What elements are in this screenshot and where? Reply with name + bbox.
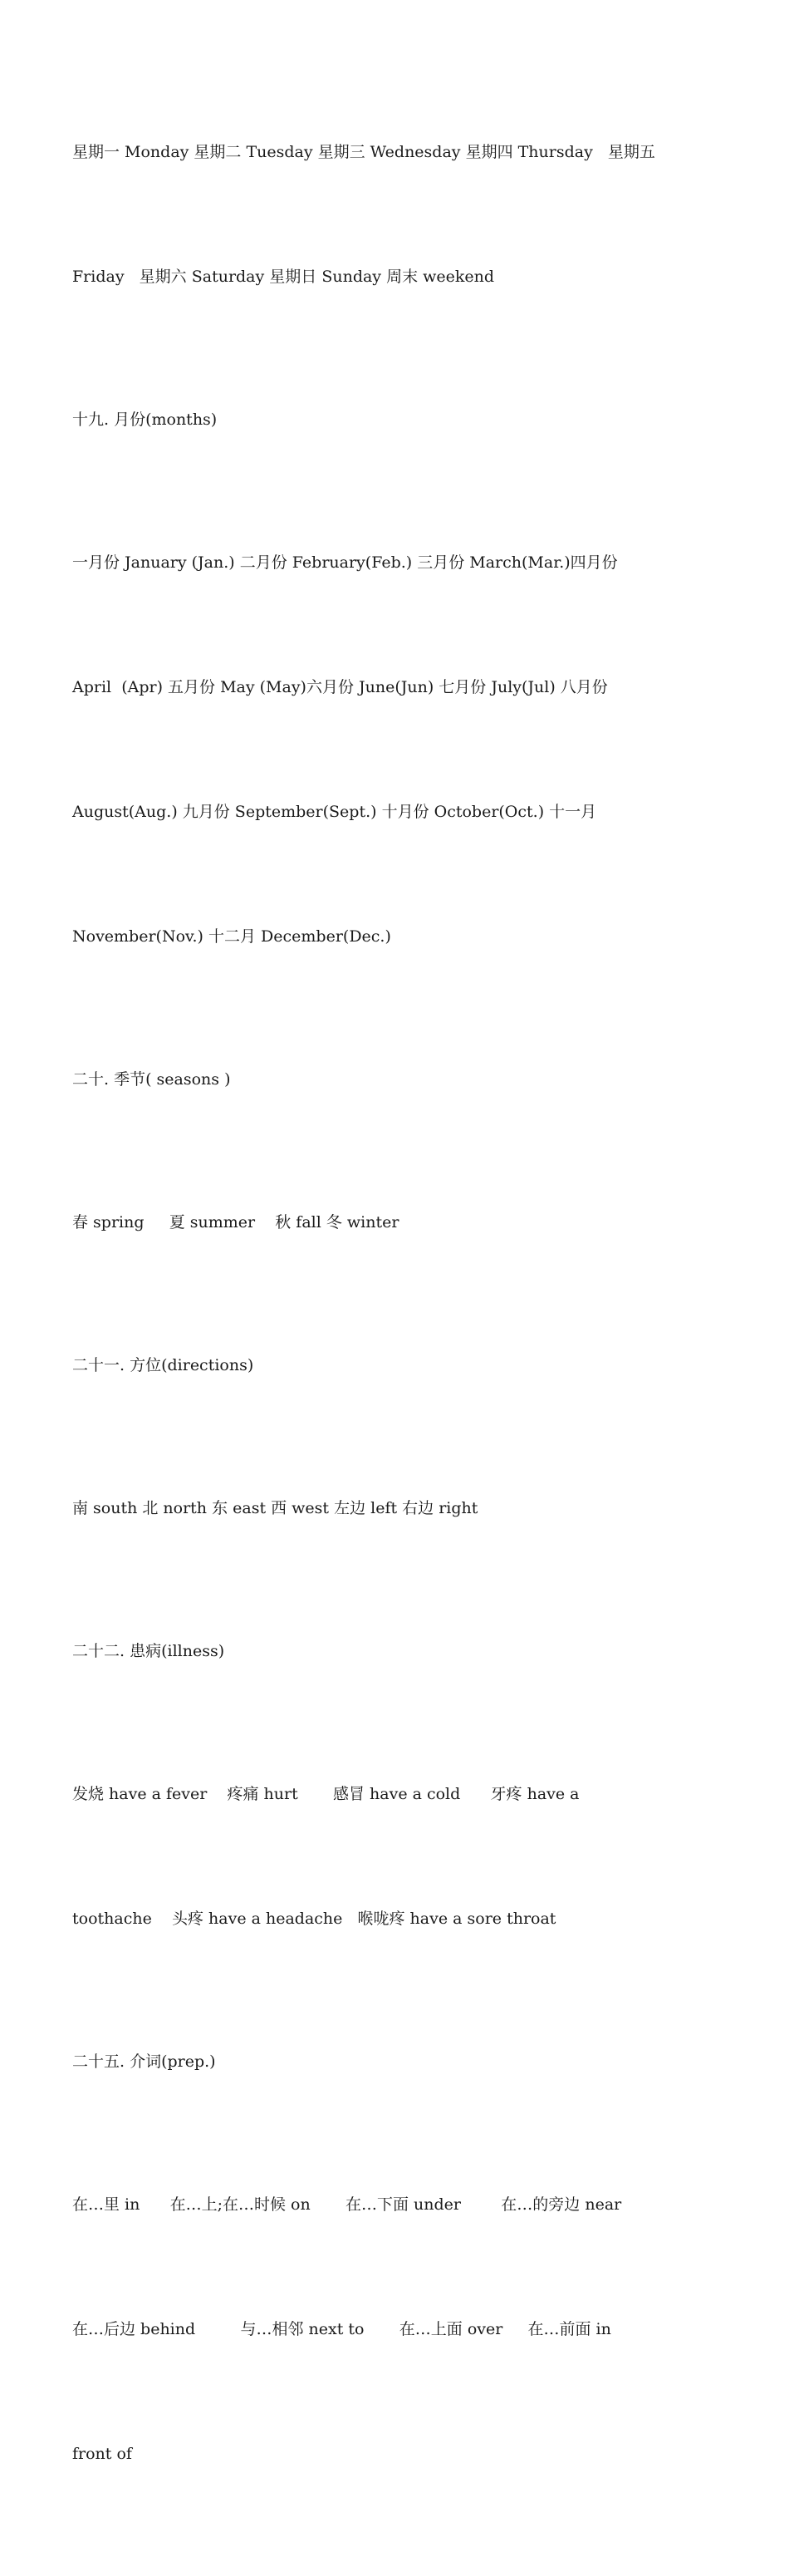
text-line: 在…里 in 在…上;在…时候 on 在…下面 under 在…的旁边 near	[72, 2195, 622, 2214]
section-heading-prep: 二十五. 介词(prep.)	[72, 2052, 216, 2071]
document-page	[72, 48, 720, 2576]
text-line: Friday 星期六 Saturday 星期日 Sunday 周末 weekend	[72, 268, 495, 286]
text-line: 南 south 北 north 东 east 西 west 左边 left 右边 right	[72, 1499, 478, 1517]
seasons-paragraph	[72, 1118, 720, 1326]
prep-paragraph	[72, 2101, 720, 2558]
text-line: 春 spring 夏 summer 秋 fall 冬 winter	[72, 1213, 399, 1231]
text-line: April (Apr) 五月份 May (May)六月份 June(Jun) 七月份 July(Jul) 八月份	[72, 678, 608, 696]
directions-paragraph	[72, 1404, 720, 1612]
months-paragraph	[72, 459, 720, 1040]
section-heading-illness: 二十二. 患病(illness)	[72, 1642, 225, 1660]
weekdays-paragraph	[72, 48, 720, 381]
section-heading-months: 十九. 月份(months)	[72, 410, 218, 429]
text-line: 在…后边 behind 与…相邻 next to 在…上面 over 在…前面 in	[72, 2320, 611, 2338]
text-line: 星期一 Monday 星期二 Tuesday 星期三 Wednesday 星期四 Thursday 星期五	[72, 143, 655, 161]
text-line: 发烧 have a fever 疼痛 hurt 感冒 have a cold 牙疼 have a	[72, 1785, 580, 1803]
illness-paragraph	[72, 1690, 720, 2023]
text-line: August(Aug.) 九月份 September(Sept.) 十月份 October(Oct.) 十一月	[72, 803, 597, 821]
section-heading-directions: 二十一. 方位(directions)	[72, 1356, 254, 1374]
section-heading-seasons: 二十. 季节( seasons )	[72, 1070, 231, 1089]
text-line: toothache 头疼 have a headache 喉咙疼 have a sore throat	[72, 1910, 556, 1928]
text-line: November(Nov.) 十二月 December(Dec.)	[72, 927, 391, 946]
text-line: front of	[72, 2445, 132, 2463]
text-line: 一月份 January (Jan.) 二月份 February(Feb.) 三月份 March(Mar.)四月份	[72, 553, 618, 572]
